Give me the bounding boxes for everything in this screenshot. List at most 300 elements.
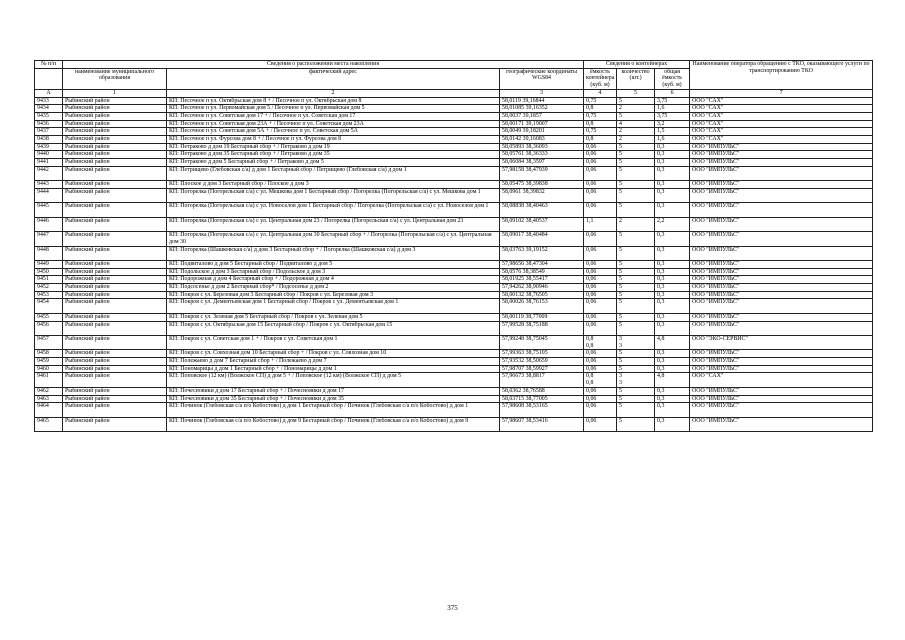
row-operator: ООО "ИМПУЛЬС" (690, 299, 873, 313)
row-count: 5 (617, 417, 655, 431)
row-count: 5 (617, 276, 655, 284)
row-operator: ООО "САХ" (690, 128, 873, 136)
table-row (35, 276, 873, 284)
row-municipality: Рыбинский район (63, 159, 167, 167)
row-capacity: 0,06 (584, 268, 617, 276)
row-capacity: 0,75 (584, 128, 617, 136)
row-municipality: Рыбинский район (63, 136, 167, 144)
table-row (35, 268, 873, 276)
row-total: 0,3 (655, 291, 690, 299)
row-total: 0,3 (655, 260, 690, 268)
row-coordinates: 58,03763 39,19152 (500, 246, 584, 260)
row-total: 1,6 (655, 105, 690, 113)
row-coordinates: 57,98707 38,59927 (500, 365, 584, 373)
header-capacity: ёмкость контейнера (куб. м) (584, 68, 617, 89)
row-address: КП: Песочное п ул. Советская дом 23А + / Песочное п ул. Советская дом 23А (167, 120, 500, 128)
row-municipality: Рыбинский район (63, 313, 167, 321)
row-coordinates: 58,06084 38,3597 (500, 159, 584, 167)
row-count: 3 3 (617, 373, 655, 387)
table-row (35, 260, 873, 268)
row-municipality: Рыбинский район (63, 128, 167, 136)
row-capacity: 0,06 (584, 358, 617, 366)
header-coords: географические координаты WGS84 (500, 68, 584, 89)
row-count: 5 (617, 387, 655, 395)
row-address: КП: Покров с ул. Совхозная дом 10 Бестарный сбор + / Покров с ул. Совхозная дом 10 (167, 350, 500, 358)
row-total: 0,3 (655, 151, 690, 159)
row-capacity: 0,06 (584, 260, 617, 268)
row-count: 4 (617, 120, 655, 128)
row-municipality: Рыбинский район (63, 373, 167, 387)
row-total: 0,3 (655, 232, 690, 246)
row-total: 0,3 (655, 365, 690, 373)
header-address: фактический адрес (167, 68, 500, 89)
row-municipality: Рыбинский район (63, 395, 167, 403)
row-municipality: Рыбинский район (63, 112, 167, 120)
row-coordinates: 58,0049 39,18201 (500, 128, 584, 136)
table-row (35, 365, 873, 373)
row-municipality: Рыбинский район (63, 232, 167, 246)
table-row (35, 159, 873, 167)
row-coordinates: 58,0142 39,16083 (500, 136, 584, 144)
header-operator: Наименование оператора обращению с ТКО, оказывающего услуги по транспортированию ТКО (690, 61, 873, 90)
row-count: 5 (617, 232, 655, 246)
row-coordinates: 58,00171 39,19007 (500, 120, 584, 128)
header-total: общая ёмкость (куб. м) (655, 68, 690, 89)
row-coordinates: 57,99528 38,75188 (500, 321, 584, 335)
header-index: 5 (617, 89, 655, 97)
row-coordinates: 58,0037 39,1857 (500, 112, 584, 120)
row-total: 0,3 (655, 268, 690, 276)
row-address: КП: Погорелка (Шашковская с/а) д дом 3 Бестарный сбор + / Погорелка (Шашковская с/а) д дом 3 (167, 246, 500, 260)
row-municipality: Рыбинский район (63, 203, 167, 217)
header-index: 4 (584, 89, 617, 97)
row-operator: ООО "ЭКО-СЕРВИС" (690, 335, 873, 349)
row-capacity: 0,06 (584, 276, 617, 284)
row-operator: ООО "ИМПУЛЬС" (690, 395, 873, 403)
table-row (35, 232, 873, 246)
row-capacity: 1,1 (584, 217, 617, 231)
row-address: КП: Покров с ул. Зеленая дом 5 Бестарный сбор / Покров с ул. Зеленая дом 5 (167, 313, 500, 321)
row-total: 4,8 (655, 373, 690, 387)
row-capacity: 0,06 (584, 188, 617, 202)
header-municipality: наименование муниципального образования (63, 68, 167, 89)
row-address: КП: Подольское д дом 3 Бестарный сбор / Подольское д дом 3 (167, 268, 500, 276)
row-municipality: Рыбинский район (63, 299, 167, 313)
row-number: 9442 (35, 166, 63, 180)
row-total: 0,3 (655, 181, 690, 189)
row-coordinates: 58,09017 38,40484 (500, 232, 584, 246)
row-count: 5 (617, 159, 655, 167)
row-coordinates: 58,00132 38,76505 (500, 291, 584, 299)
row-address: КП: Пономарицы д дом 1 Бестарный сбор + / Пономарицы д дом 1 (167, 365, 500, 373)
row-municipality: Рыбинский район (63, 321, 167, 335)
row-municipality: Рыбинский район (63, 350, 167, 358)
row-count: 5 (617, 112, 655, 120)
row-coordinates: 58,05761 38,36333 (500, 151, 584, 159)
row-number: 9460 (35, 365, 63, 373)
row-number: 9456 (35, 321, 63, 335)
table-row (35, 417, 873, 431)
row-municipality: Рыбинский район (63, 181, 167, 189)
row-coordinates: 58,0119 39,16844 (500, 97, 584, 105)
row-operator: ООО "САХ" (690, 112, 873, 120)
row-total: 0,3 (655, 321, 690, 335)
row-coordinates: 57,98608 38,53165 (500, 403, 584, 417)
row-total: 3,2 (655, 120, 690, 128)
row-operator: ООО "ИМПУЛЬС" (690, 246, 873, 260)
table-row (35, 291, 873, 299)
row-count: 5 (617, 203, 655, 217)
row-number: 9461 (35, 373, 63, 387)
row-number: 9454 (35, 299, 63, 313)
row-address: КП: Подорожная д дом 4 Бестарный сбор + / Подорожная д дом 4 (167, 276, 500, 284)
header-index: 3 (500, 89, 584, 97)
row-operator: ООО "ИМПУЛЬС" (690, 358, 873, 366)
row-address: КП: Петраково д дом 19 Бестарный сбор + / Петраково д дом 19 (167, 143, 500, 151)
page-number: 375 (447, 604, 458, 612)
row-total: 1,5 (655, 128, 690, 136)
row-address: КП: Почесновики д дом 35 Бестарный сбор + / Почесновики д дом 35 (167, 395, 500, 403)
row-municipality: Рыбинский район (63, 143, 167, 151)
row-total: 0,3 (655, 188, 690, 202)
header-number: № п/п (35, 61, 63, 69)
row-coordinates: 58,0362 38,76588 (500, 387, 584, 395)
table-row (35, 373, 873, 387)
row-total: 2,2 (655, 217, 690, 231)
row-operator: ООО "ИМПУЛЬС" (690, 387, 873, 395)
row-capacity: 0,06 (584, 321, 617, 335)
row-coordinates: 57,98607 38,53416 (500, 417, 584, 431)
row-count: 5 (617, 268, 655, 276)
row-operator: ООО "ИМПУЛЬС" (690, 417, 873, 431)
row-operator: ООО "ИМПУЛЬС" (690, 217, 873, 231)
table-row (35, 246, 873, 260)
registry-sheet (34, 60, 872, 432)
row-coordinates: 57,98158 38,47939 (500, 166, 584, 180)
row-address: КП: Поповское (12 км) (Волжское СП) д дом 5 + / Поповское (12 км) (Волжское СП) д дом 5 (167, 373, 500, 387)
row-capacity: 0,8 0,8 (584, 373, 617, 387)
row-operator: ООО "ИМПУЛЬС" (690, 313, 873, 321)
header-containers-group: Сведения о контейнерах (584, 61, 690, 69)
row-operator: ООО "ИМПУЛЬС" (690, 321, 873, 335)
row-operator: ООО "ИМПУЛЬС" (690, 181, 873, 189)
row-address: КП: Петраково д дом 5 Бестарный сбор + / Петраково д дом 5 (167, 159, 500, 167)
row-municipality: Рыбинский район (63, 268, 167, 276)
header-blank (35, 68, 63, 89)
row-count: 5 (617, 181, 655, 189)
row-address: КП: Песочное п ул. Октябрьская дом 8 + / Песочное п ул. Октябрьская дом 8 (167, 97, 500, 105)
row-capacity: 0,06 (584, 395, 617, 403)
row-municipality: Рыбинский район (63, 417, 167, 431)
row-count: 5 (617, 395, 655, 403)
row-capacity: 0,06 (584, 166, 617, 180)
row-number: 9433 (35, 97, 63, 105)
row-operator: ООО "САХ" (690, 136, 873, 144)
row-total: 0,3 (655, 203, 690, 217)
row-total: 0,3 (655, 403, 690, 417)
row-count: 5 (617, 321, 655, 335)
row-address: КП: Песочное п ул. Первомайская дом 5 / Песочное п ул. Первомайская дом 5 (167, 105, 500, 113)
table-row (35, 299, 873, 313)
table-row (35, 313, 873, 321)
row-number: 9447 (35, 232, 63, 246)
row-municipality: Рыбинский район (63, 260, 167, 268)
row-number: 9434 (35, 105, 63, 113)
row-capacity: 0,06 (584, 284, 617, 292)
row-capacity: 0,75 (584, 112, 617, 120)
row-operator: ООО "ИМПУЛЬС" (690, 291, 873, 299)
row-operator: ООО "ИМПУЛЬС" (690, 350, 873, 358)
row-capacity: 0,06 (584, 417, 617, 431)
row-number: 9465 (35, 417, 63, 431)
row-operator: ООО "САХ" (690, 97, 873, 105)
table-row (35, 395, 873, 403)
row-capacity: 0,8 0,8 (584, 335, 617, 349)
row-capacity: 0,06 (584, 387, 617, 395)
row-count: 5 (617, 299, 655, 313)
row-address: КП: Погорелка (Погорельская с/а) с ул. Центральная дом 23 / Погорелка (Погорельская с/а) с ул. Центральная дом 23 (167, 217, 500, 231)
row-operator: ООО "ИМПУЛЬС" (690, 159, 873, 167)
row-capacity: 0,06 (584, 143, 617, 151)
row-capacity: 0,06 (584, 181, 617, 189)
row-operator: ООО "САХ" (690, 120, 873, 128)
row-total: 0,3 (655, 166, 690, 180)
row-count: 5 (617, 166, 655, 180)
row-count: 2 (617, 105, 655, 113)
row-address: КП: Петраково д дом 35 Бестарный сбор + / Петраково д дом 35 (167, 151, 500, 159)
row-total: 0,3 (655, 159, 690, 167)
row-total: 0,3 (655, 417, 690, 431)
header-index: 7 (690, 89, 873, 97)
row-number: 9438 (35, 136, 63, 144)
row-total: 0,3 (655, 246, 690, 260)
row-address: КП: Покров с ул. Советская дом 1 + / Покров с ул. Советская дом 1 (167, 335, 500, 349)
row-coordinates: 58,0961 38,39832 (500, 188, 584, 202)
row-count: 5 (617, 151, 655, 159)
row-address: КП: Подсосенье д дом 2 Бестарный сбор* / Подсосенье д дом 2 (167, 284, 500, 292)
row-count: 3 3 (617, 335, 655, 349)
row-number: 9450 (35, 268, 63, 276)
row-capacity: 0,06 (584, 151, 617, 159)
row-coordinates: 58,01085 39,16352 (500, 105, 584, 113)
row-municipality: Рыбинский район (63, 97, 167, 105)
row-count: 2 (617, 136, 655, 144)
row-address: КП: Починок (Глебовская с/а п/о Кобостово) д дом 1 Бестарный сбор / Починок (Глебовская с/а п/о Кобостово) д дом 1 (167, 403, 500, 417)
table-row (35, 188, 873, 202)
row-count: 5 (617, 143, 655, 151)
row-coordinates: 58,00119 38,77009 (500, 313, 584, 321)
row-operator: ООО "ИМПУЛЬС" (690, 284, 873, 292)
row-coordinates: 57,93532 38,50659 (500, 358, 584, 366)
row-address: КП: Починок (Глебовская с/а п/о Кобостово) д дом 9 Бестарный сбор / Починок (Глебовская с/а п/о Кобостово) д дом 9 (167, 417, 500, 431)
row-municipality: Рыбинский район (63, 291, 167, 299)
header-index: 1 (63, 89, 167, 97)
row-number: 9463 (35, 395, 63, 403)
row-operator: ООО "ИМПУЛЬС" (690, 268, 873, 276)
row-capacity: 0,06 (584, 232, 617, 246)
row-coordinates: 58,09102 38,40537 (500, 217, 584, 231)
row-total: 0,3 (655, 358, 690, 366)
row-coordinates: 57,98656 38,47304 (500, 260, 584, 268)
table-row (35, 321, 873, 335)
row-number: 9436 (35, 120, 63, 128)
row-operator: ООО "ИМПУЛЬС" (690, 276, 873, 284)
table-row (35, 387, 873, 395)
table-row (35, 203, 873, 217)
table-row (35, 97, 873, 105)
row-number: 9448 (35, 246, 63, 260)
row-address: КП: Подвиталово д дом 5 Бестарный сбор / Подвиталово д дом 5 (167, 260, 500, 268)
row-municipality: Рыбинский район (63, 365, 167, 373)
row-operator: ООО "ИМПУЛЬС" (690, 203, 873, 217)
row-address: КП: Песочное п ул. Фурсова дом 8 + / Песочное п ул. Фурсова дом 8 (167, 136, 500, 144)
row-address: КП: Почесновики д дом 17 Бестарный сбор + / Почесновики д дом 17 (167, 387, 500, 395)
row-operator: ООО "ИМПУЛЬС" (690, 232, 873, 246)
row-municipality: Рыбинский район (63, 120, 167, 128)
row-coordinates: 58,05893 38,36093 (500, 143, 584, 151)
table-row (35, 128, 873, 136)
row-number: 9443 (35, 181, 63, 189)
header-count: количество (шт.) (617, 68, 655, 89)
row-number: 9457 (35, 335, 63, 349)
row-address: КП: Покров с ул. Октябрьская дом 15 Бестарный сбор / Покров с ул. Октябрьская дом 15 (167, 321, 500, 335)
row-coordinates: 57,99248 38,75045 (500, 335, 584, 349)
row-count: 5 (617, 260, 655, 268)
row-number: 9451 (35, 276, 63, 284)
table-row (35, 120, 873, 128)
row-count: 5 (617, 365, 655, 373)
row-capacity: 0,06 (584, 246, 617, 260)
row-coordinates: 58,08838 38,40463 (500, 203, 584, 217)
header-index: 2 (167, 89, 500, 97)
row-capacity: 0,06 (584, 203, 617, 217)
row-number: 9464 (35, 403, 63, 417)
row-municipality: Рыбинский район (63, 105, 167, 113)
row-address: КП: Погорелка (Погорельская с/а) с ул. Центральная дом 30 Бестарный сбор + / Погорелка (Погорельская с/а) с ул. Центральная дом 30 (167, 232, 500, 246)
row-operator: ООО "ИМПУЛЬС" (690, 151, 873, 159)
row-count: 5 (617, 313, 655, 321)
row-capacity: 0,8 (584, 105, 617, 113)
table-row (35, 217, 873, 231)
row-number: 9437 (35, 128, 63, 136)
row-operator: ООО "ИМПУЛЬС" (690, 260, 873, 268)
row-number: 9453 (35, 291, 63, 299)
table-row (35, 403, 873, 417)
row-number: 9445 (35, 203, 63, 217)
row-count: 5 (617, 291, 655, 299)
row-operator: ООО "САХ" (690, 373, 873, 387)
row-number: 9444 (35, 188, 63, 202)
row-number: 9440 (35, 151, 63, 159)
row-municipality: Рыбинский район (63, 217, 167, 231)
row-total: 0,3 (655, 284, 690, 292)
row-capacity: 0,8 (584, 120, 617, 128)
row-address: КП: Покров с ул. Березовая дом 3 Бестарный сбор / Покров с ул. Березовая дом 3 (167, 291, 500, 299)
row-number: 9462 (35, 387, 63, 395)
row-coordinates: 57,99363 38,75105 (500, 350, 584, 358)
row-total: 0,3 (655, 350, 690, 358)
row-capacity: 0,8 (584, 136, 617, 144)
row-municipality: Рыбинский район (63, 387, 167, 395)
row-total: 4,8 (655, 335, 690, 349)
row-municipality: Рыбинский район (63, 188, 167, 202)
row-address: КП: Песочное п ул. Советская дом 5А + / Песочное п ул. Советская дом 5А (167, 128, 500, 136)
row-count: 5 (617, 284, 655, 292)
row-number: 9452 (35, 284, 63, 292)
row-address: КП: Покров с ул. Дементьевская дом 1 Бестарный сбор / Покров с ул. Дементьевская дом 1 (167, 299, 500, 313)
row-total: 3,75 (655, 112, 690, 120)
table-row (35, 358, 873, 366)
row-count: 2 (617, 217, 655, 231)
table-row (35, 112, 873, 120)
table-row (35, 335, 873, 349)
row-total: 0,3 (655, 395, 690, 403)
row-capacity: 0,06 (584, 313, 617, 321)
row-total: 1,6 (655, 136, 690, 144)
row-operator: ООО "ИМПУЛЬС" (690, 188, 873, 202)
row-capacity: 0,06 (584, 350, 617, 358)
row-total: 3,75 (655, 97, 690, 105)
row-number: 9439 (35, 143, 63, 151)
row-address: КП: Полежаево д дом 7 Бестарный сбор + / Полежаево д дом 7 (167, 358, 500, 366)
row-total: 0,3 (655, 299, 690, 313)
row-count: 2 (617, 128, 655, 136)
row-municipality: Рыбинский район (63, 335, 167, 349)
table-row (35, 166, 873, 180)
waste-sites-table (34, 60, 873, 432)
row-total: 0,3 (655, 387, 690, 395)
row-capacity: 0,06 (584, 159, 617, 167)
row-capacity: 0,06 (584, 299, 617, 313)
row-count: 5 (617, 403, 655, 417)
row-number: 9441 (35, 159, 63, 167)
row-municipality: Рыбинский район (63, 358, 167, 366)
row-municipality: Рыбинский район (63, 246, 167, 260)
row-count: 5 (617, 188, 655, 202)
row-municipality: Рыбинский район (63, 151, 167, 159)
row-address: КП: Погорелка (Погорельская с/а) с ул. Мешкова дом 1 Бестарный сбор / Погорелка (Погорельская с/а) с ул. Мешкова дом 1 (167, 188, 500, 202)
row-operator: ООО "ИМПУЛЬС" (690, 403, 873, 417)
table-row (35, 350, 873, 358)
row-address: КП: Плоское д дом 3 Бестарный сбор / Плоское д дом 3 (167, 181, 500, 189)
row-number: 9435 (35, 112, 63, 120)
row-count: 5 (617, 97, 655, 105)
row-total: 0,3 (655, 313, 690, 321)
row-number: 9459 (35, 358, 63, 366)
row-address: КП: Песочное п ул. Советская дом 17 + / Песочное п ул. Советская дом 17 (167, 112, 500, 120)
row-count: 5 (617, 246, 655, 260)
row-total: 0,3 (655, 143, 690, 151)
table-row (35, 105, 873, 113)
row-number: 9446 (35, 217, 63, 231)
row-municipality: Рыбинский район (63, 403, 167, 417)
row-coordinates: 57,94262 38,90946 (500, 284, 584, 292)
row-address: КП: Погорелка (Погорельская с/а) с ул. Новоселов дом 1 Бестарный сбор / Погорелка (Погорельская с/а) с ул. Новоселов дом 1 (167, 203, 500, 217)
row-municipality: Рыбинский район (63, 276, 167, 284)
table-row (35, 136, 873, 144)
row-coordinates: 58,03715 38,77005 (500, 395, 584, 403)
row-capacity: 0,06 (584, 365, 617, 373)
row-municipality: Рыбинский район (63, 166, 167, 180)
row-total: 0,3 (655, 276, 690, 284)
table-row (35, 143, 873, 151)
row-coordinates: 57,96673 38,8817 (500, 373, 584, 387)
header-location-group: Сведения о расположении места накопления (63, 61, 584, 69)
row-count: 5 (617, 358, 655, 366)
row-operator: ООО "ИМПУЛЬС" (690, 166, 873, 180)
table-row (35, 284, 873, 292)
table-row (35, 181, 873, 189)
